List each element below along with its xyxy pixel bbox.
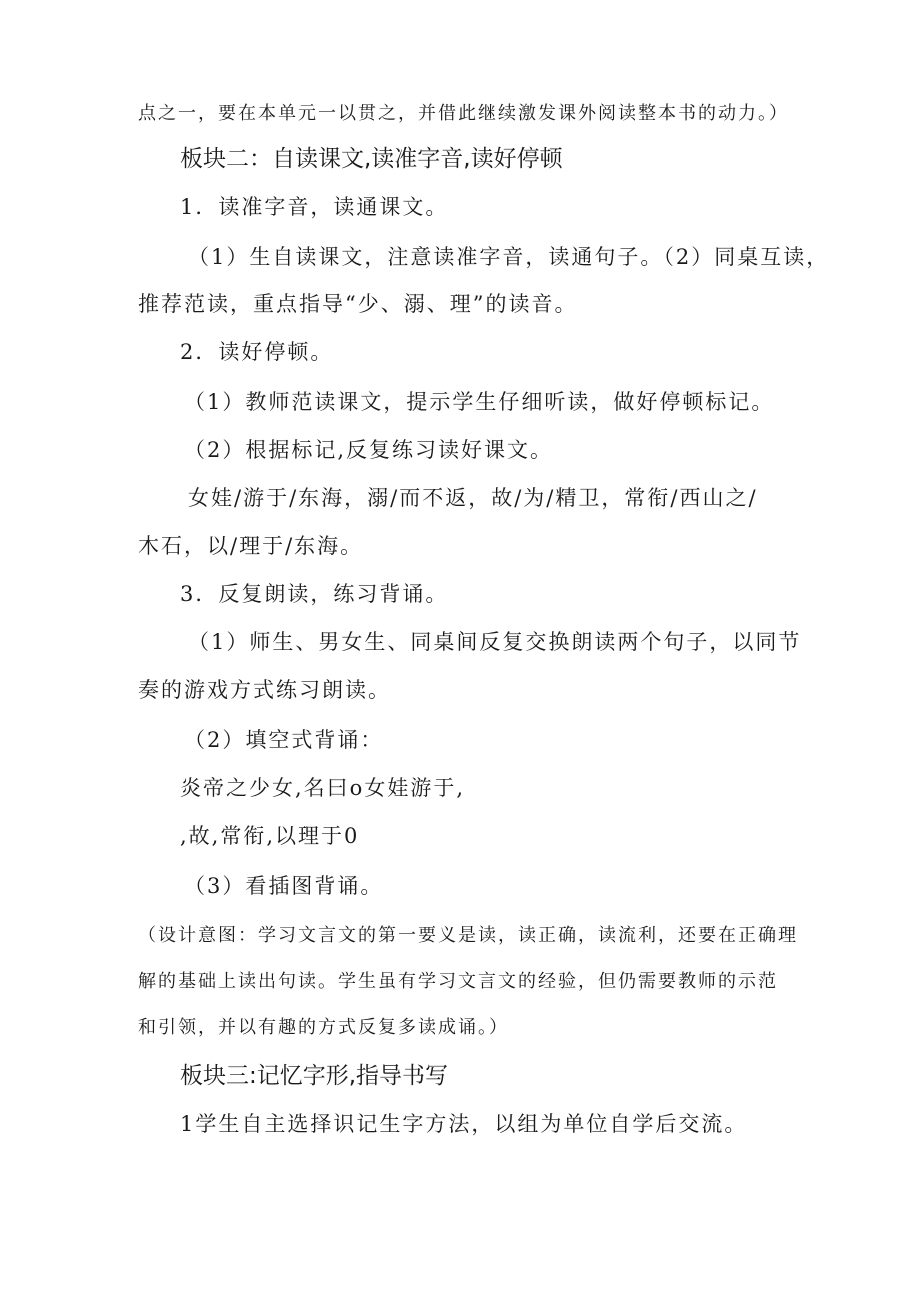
design-intent-note: 和引领，并以有趣的方式反复多读成诵。） bbox=[138, 1017, 509, 1038]
design-intent-note: 解的基础上读出句读。学生虽有学习文言文的经验，但仍需要教师的示范 bbox=[138, 971, 778, 992]
paragraph-line-closing-note: 点之一，要在本单元一以贯之，并借此继续激发课外阅读整本书的动力。） bbox=[138, 103, 789, 124]
section-heading-block-2: 板块二：自读课文,读准字音,读好停顿 bbox=[180, 146, 563, 172]
step-heading-1: 1．读准字音，读通课文。 bbox=[180, 195, 449, 219]
paragraph-line: （2）填空式背诵： bbox=[184, 728, 384, 752]
classical-text-line: 女娃/游于/东海，溺/而不返，故/为/精卫，常衔/西山之/ bbox=[188, 486, 758, 510]
step-heading-3: 3．反复朗读，练习背诵。 bbox=[180, 582, 449, 606]
paragraph-line: 奏的游戏方式练习朗读。 bbox=[138, 678, 391, 702]
step-heading-2: 2．读好停顿。 bbox=[180, 340, 334, 364]
paragraph-line: （1）教师范读课文，提示学生仔细听读，做好停顿标记。 bbox=[184, 390, 775, 414]
fill-in-line: ,故,常衔,以理于0 bbox=[180, 824, 360, 848]
paragraph-line: （3）看插图背诵。 bbox=[184, 874, 384, 898]
paragraph-line: （1）师生、男女生、同桌间反复交换朗读两个句子，以同节 bbox=[188, 630, 802, 654]
fill-in-line: 炎帝之少女,名曰o女娃游于, bbox=[180, 776, 465, 800]
classical-text-line: 木石，以/理于/东海。 bbox=[138, 534, 364, 558]
section-heading-block-3: 板块三:记忆字形,指导书写 bbox=[180, 1063, 449, 1089]
paragraph-line: 推荐范读，重点指导“少、溺、理”的读音。 bbox=[138, 292, 578, 316]
paragraph-line: （2）根据标记,反复练习读好课文。 bbox=[184, 438, 554, 462]
paragraph-line: （1）生自读课文，注意读准字音，读通句子。（2）同桌互读， bbox=[188, 245, 830, 269]
design-intent-note: （设计意图：学习文言文的第一要义是读，读正确，读流利，还要在正确理 bbox=[138, 925, 798, 946]
paragraph-line: 1学生自主选择识记生字方法，以组为单位自学后交流。 bbox=[180, 1112, 748, 1136]
